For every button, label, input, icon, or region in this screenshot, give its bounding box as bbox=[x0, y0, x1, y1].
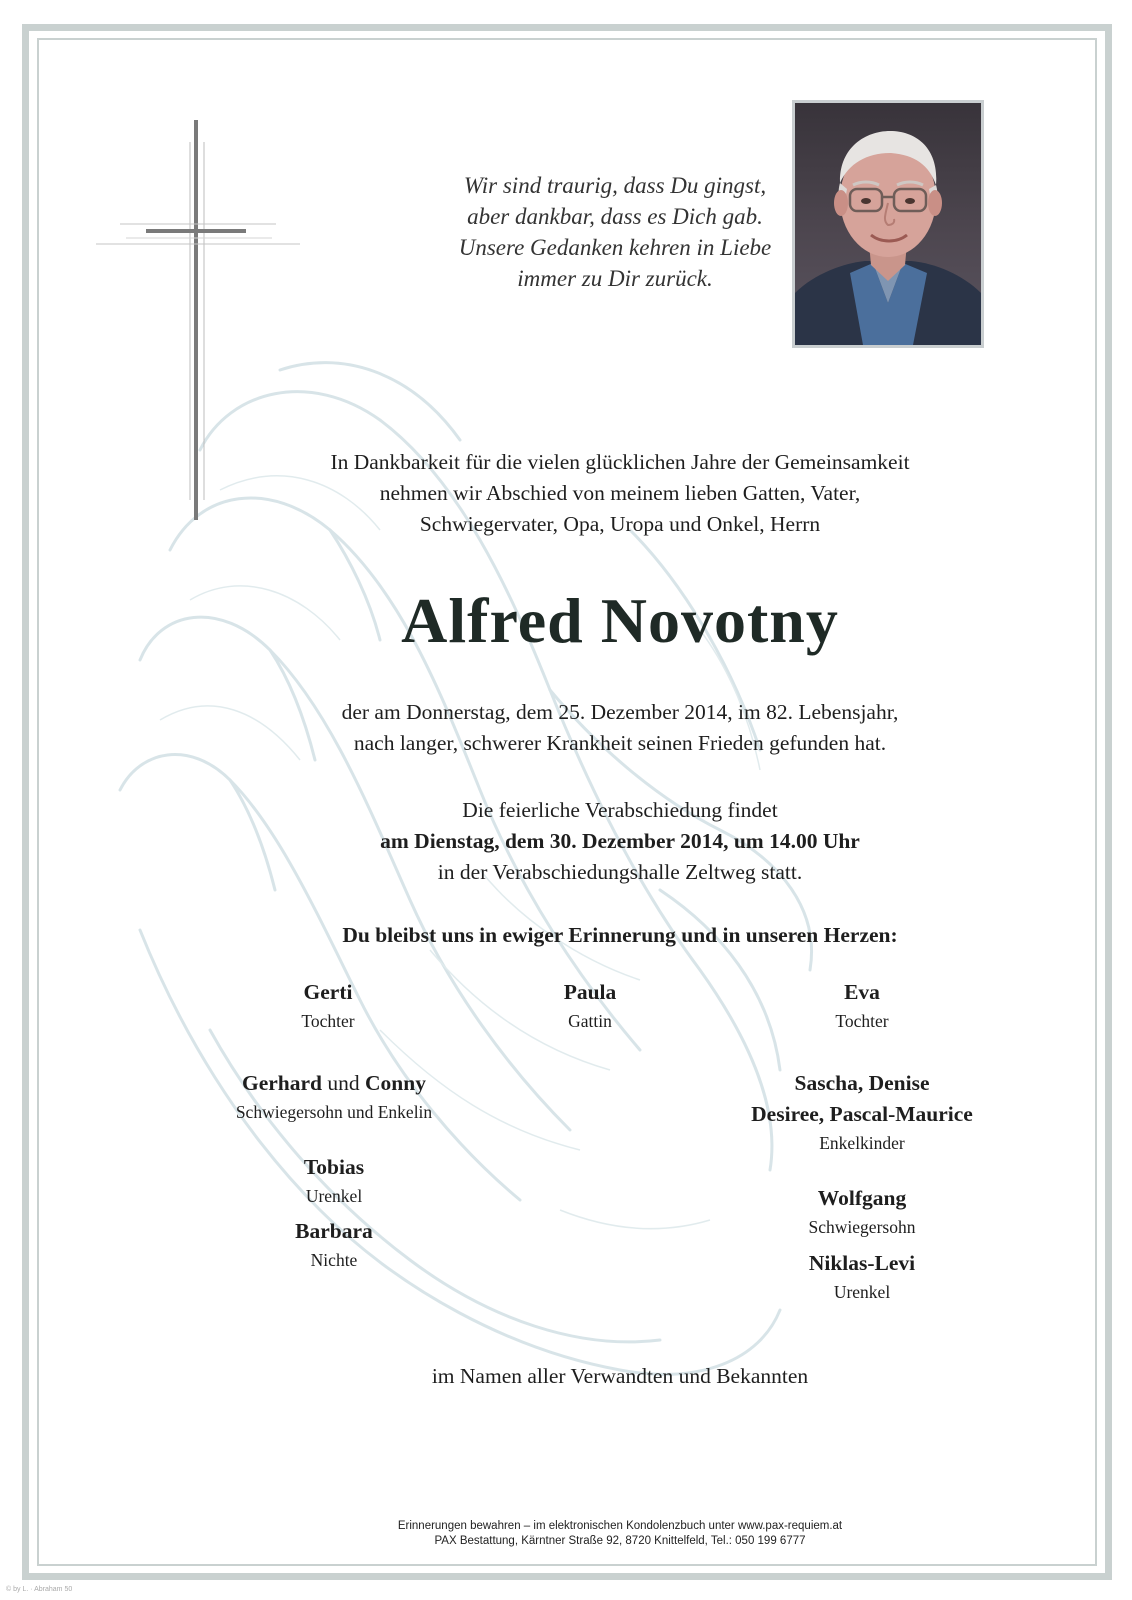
closing-line: im Namen aller Verwandten und Bekannten bbox=[431, 1364, 809, 1388]
mourner-name: Paula bbox=[563, 980, 617, 1004]
deceased-name: Alfred Novotny bbox=[401, 585, 839, 656]
death-notice bbox=[200, 697, 1040, 759]
portrait-photo bbox=[792, 100, 984, 348]
mourner-name: Niklas-Levi bbox=[808, 1251, 916, 1275]
mourner-name: Wolfgang bbox=[817, 1186, 907, 1210]
mourner-gerhard-conny bbox=[184, 1068, 484, 1125]
quote-line: aber dankbar, dass es Dich gab. bbox=[467, 204, 763, 229]
mourner-name: Gerti bbox=[303, 980, 353, 1004]
ceremony-info bbox=[200, 795, 1040, 888]
ceremony-line: Die feierliche Verabschiedung findet bbox=[462, 798, 778, 822]
mourner-wolfgang bbox=[712, 1183, 1012, 1240]
mourner-role: Tochter bbox=[301, 1011, 355, 1031]
intro-line: nehmen wir Abschied von meinem lieben Gatten, Vater, bbox=[379, 481, 861, 505]
mourner-name bbox=[184, 1068, 484, 1099]
mourner-name: Eva bbox=[844, 980, 880, 1004]
mourner-role: Urenkel bbox=[833, 1282, 891, 1302]
quote-line: Unsere Gedanken kehren in Liebe bbox=[458, 235, 772, 260]
mourner-role: Gattin bbox=[568, 1011, 612, 1031]
portrait-icon bbox=[795, 103, 981, 345]
mourner-name-b: Conny bbox=[365, 1071, 426, 1095]
memory-heading: Du bleibst uns in ewiger Erinnerung und in unseren Herzen: bbox=[342, 923, 898, 947]
mourner-name: Tobias bbox=[303, 1155, 365, 1179]
mourner-name-a: Gerhard bbox=[242, 1071, 323, 1095]
mourner-eva bbox=[712, 977, 1012, 1034]
mourner-role: Urenkel bbox=[305, 1186, 363, 1206]
mourner-barbara bbox=[184, 1216, 484, 1273]
artwork-credit: © by L. · Abraham 50 bbox=[6, 1586, 73, 1593]
mourner-gerti bbox=[178, 977, 478, 1034]
mourner-niklas bbox=[712, 1248, 1012, 1305]
death-line: nach langer, schwerer Krankheit seinen Frieden gefunden hat. bbox=[353, 731, 887, 755]
mourner-role: Nichte bbox=[310, 1250, 358, 1270]
mourner-role: Schwiegersohn und Enkelin bbox=[235, 1102, 433, 1122]
mourner-name: Barbara bbox=[295, 1219, 373, 1243]
mourner-name: Sascha, Denise bbox=[794, 1071, 930, 1095]
footer-line: Erinnerungen bewahren – im elektronischen Kondolenzbuch unter www.pax-requiem.at bbox=[397, 1520, 843, 1532]
mourner-tobias bbox=[184, 1152, 484, 1209]
ceremony-date: am Dienstag, dem 30. Dezember 2014, um 14.00 Uhr bbox=[380, 829, 860, 853]
quote-line: Wir sind traurig, dass Du gingst, bbox=[463, 173, 767, 198]
mourner-name: Desiree, Pascal-Maurice bbox=[751, 1102, 973, 1126]
death-line: der am Donnerstag, dem 25. Dezember 2014, im 82. Lebensjahr, bbox=[341, 700, 899, 724]
mourner-role: Enkelkinder bbox=[819, 1133, 905, 1153]
mourner-enkelkinder bbox=[712, 1068, 1012, 1156]
intro-line: Schwiegervater, Opa, Uropa und Onkel, Herrn bbox=[419, 512, 821, 536]
mourner-paula bbox=[440, 977, 740, 1034]
mourner-role: Tochter bbox=[835, 1011, 889, 1031]
mourner-joiner: und bbox=[327, 1071, 360, 1095]
quote-line: immer zu Dir zurück. bbox=[517, 266, 713, 291]
footer-line: PAX Bestattung, Kärntner Straße 92, 8720 Knittelfeld, Tel.: 050 199 6777 bbox=[434, 1535, 806, 1547]
footer bbox=[200, 1519, 1040, 1549]
intro-line: In Dankbarkeit für die vielen glücklichen Jahre der Gemeinsamkeit bbox=[330, 450, 910, 474]
mourner-role: Schwiegersohn bbox=[808, 1217, 916, 1237]
intro-text bbox=[200, 447, 1040, 540]
ceremony-location: in der Verabschiedungshalle Zeltweg statt. bbox=[437, 860, 803, 884]
